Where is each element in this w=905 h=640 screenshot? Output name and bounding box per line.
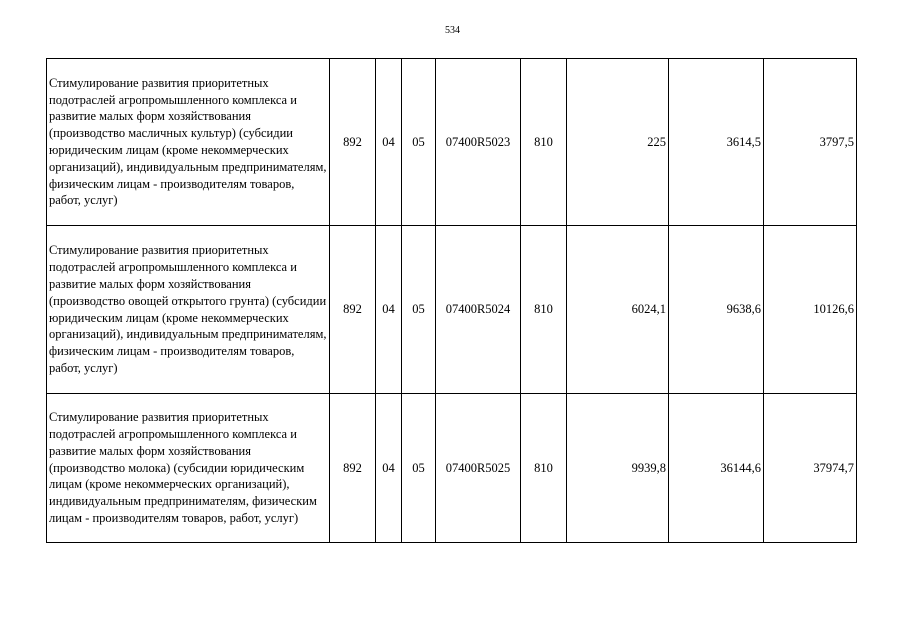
page-number: 534 (445, 25, 460, 36)
ministry-code-cell: 892 (330, 226, 376, 394)
target-article-cell: 07400R5025 (436, 394, 521, 543)
description-cell: Стимулирование развития приоритетных подотраслей агропромышленного комплекса и развитие малых форм хозяйствования (производство масличных культур) (субсидии юридическим лицам (кроме некоммерческих организаций), индивидуальным предпринимателям, физическим лицам - производителям товаров, работ, услуг) (47, 59, 330, 226)
target-article-cell: 07400R5023 (436, 59, 521, 226)
section-code-cell: 04 (376, 394, 402, 543)
subsection-code-cell: 05 (402, 59, 436, 226)
table-row (47, 394, 857, 543)
amount-1-cell: 9939,8 (567, 394, 669, 543)
description-cell: Стимулирование развития приоритетных подотраслей агропромышленного комплекса и развитие малых форм хозяйствования (производство овощей открытого грунта) (субсидии юридическим лицам (кроме некоммерческих организаций), индивидуальным предпринимателям, физическим лицам - производителям товаров, работ, услуг) (47, 226, 330, 394)
table-row (47, 59, 857, 226)
description-cell: Стимулирование развития приоритетных подотраслей агропромышленного комплекса и развитие малых форм хозяйствования (производство молока) (субсидии юридическим лицам (кроме некоммерческих организаций), индивидуальным предпринимателям, физическим лицам - производителям товаров, работ, услуг) (47, 394, 330, 543)
amount-3-cell: 3797,5 (764, 59, 857, 226)
amount-3-cell: 10126,6 (764, 226, 857, 394)
target-article-cell: 07400R5024 (436, 226, 521, 394)
amount-2-cell: 9638,6 (669, 226, 764, 394)
amount-2-cell: 36144,6 (669, 394, 764, 543)
subsection-code-cell: 05 (402, 226, 436, 394)
amount-1-cell: 225 (567, 59, 669, 226)
subsection-code-cell: 05 (402, 394, 436, 543)
section-code-cell: 04 (376, 226, 402, 394)
budget-table (46, 58, 857, 543)
amount-3-cell: 37974,7 (764, 394, 857, 543)
amount-2-cell: 3614,5 (669, 59, 764, 226)
ministry-code-cell: 892 (330, 59, 376, 226)
amount-1-cell: 6024,1 (567, 226, 669, 394)
table-row (47, 226, 857, 394)
expense-type-cell: 810 (521, 226, 567, 394)
ministry-code-cell: 892 (330, 394, 376, 543)
expense-type-cell: 810 (521, 59, 567, 226)
expense-type-cell: 810 (521, 394, 567, 543)
section-code-cell: 04 (376, 59, 402, 226)
